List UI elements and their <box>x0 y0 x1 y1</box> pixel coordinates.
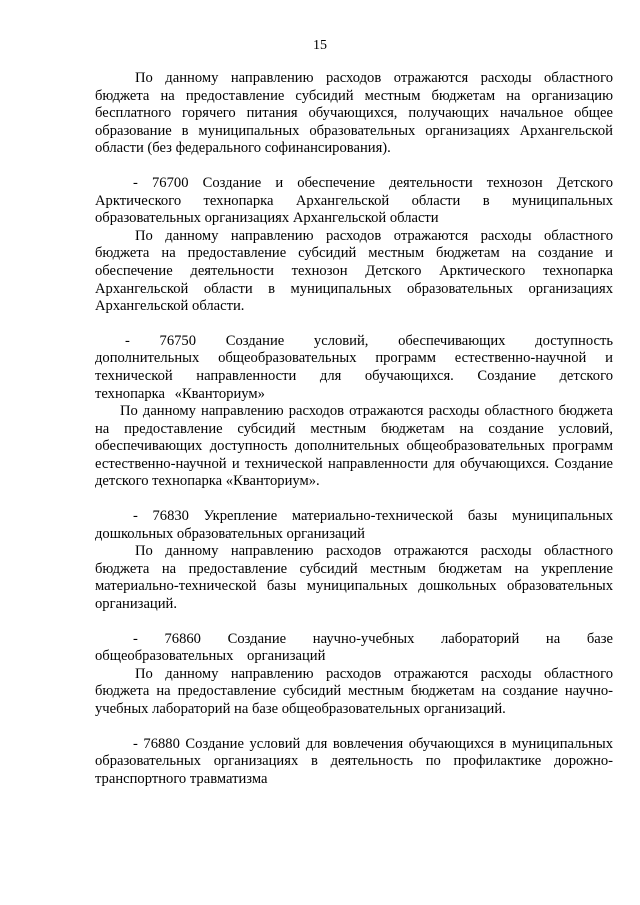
item-heading-76700: - 76700 Создание и обеспечение деятельности технозон Детского Арктического технопарка Архангельской области в муниципальных образовательных организациях Архангельской области <box>95 174 613 227</box>
paragraph-gap <box>95 491 613 508</box>
item-heading-76830: - 76830 Укрепление материально-технической базы муниципальных дошкольных образовательных организаций <box>95 508 613 542</box>
document-body <box>95 70 613 788</box>
item-heading-76860: - 76860 Создание научно-учебных лабораторий на базе общеобразовательных организаций <box>95 630 613 665</box>
paragraph-gap <box>95 316 613 333</box>
paragraph-description-hot-meals: По данному направлению расходов отражаются расходы областного бюджета на предоставление субсидий местным бюджетам на организацию бесплатного горячего питания обучающихся, получающих начальное общее образование в муниципальных образовательных организациях Архангельской области (без федерального софинансирования). <box>95 70 613 157</box>
paragraph-description-76750: По данному направлению расходов отражаются расходы областного бюджета на предоставление субсидий местным бюджетам на создание условий, обеспечивающих доступность дополнительных общеобразовательных программ естественно-научной и технической направленности для обучающихся. Создание детского технопарка «Кванториум». <box>95 403 613 490</box>
paragraph-description-76700: По данному направлению расходов отражаются расходы областного бюджета на предоставление субсидий местным бюджетам на создание и обеспечение деятельности технозон Детского Арктического технопарка Архангельской области в муниципальных образовательных организациях Архангельской области. <box>95 227 613 315</box>
paragraph-description-76830: По данному направлению расходов отражаются расходы областного бюджета на предоставление субсидий местным бюджетам на укрепление материально-технической базы муниципальных дошкольных образовательных организаций. <box>95 543 613 613</box>
paragraph-gap <box>95 614 613 631</box>
item-heading-76880: - 76880 Создание условий для вовлечения обучающихся в муниципальных образовательных организациях в деятельность по профилактике дорожно-транспортного травматизма <box>95 735 613 787</box>
paragraph-gap <box>95 158 613 175</box>
paragraph-description-76860: По данному направлению расходов отражаются расходы областного бюджета на предоставление субсидий местным бюджетам на создание научно-учебных лабораторий на базе общеобразовательных организаций. <box>95 665 613 717</box>
page-number: 15 <box>313 38 327 53</box>
paragraph-gap <box>95 719 613 736</box>
item-heading-76750: - 76750 Создание условий, обеспечивающих доступность дополнительных общеобразовательных программ естественно-научной и технической направленности для обучающихся. Создание детского технопарка «Кванториум» <box>95 332 613 402</box>
